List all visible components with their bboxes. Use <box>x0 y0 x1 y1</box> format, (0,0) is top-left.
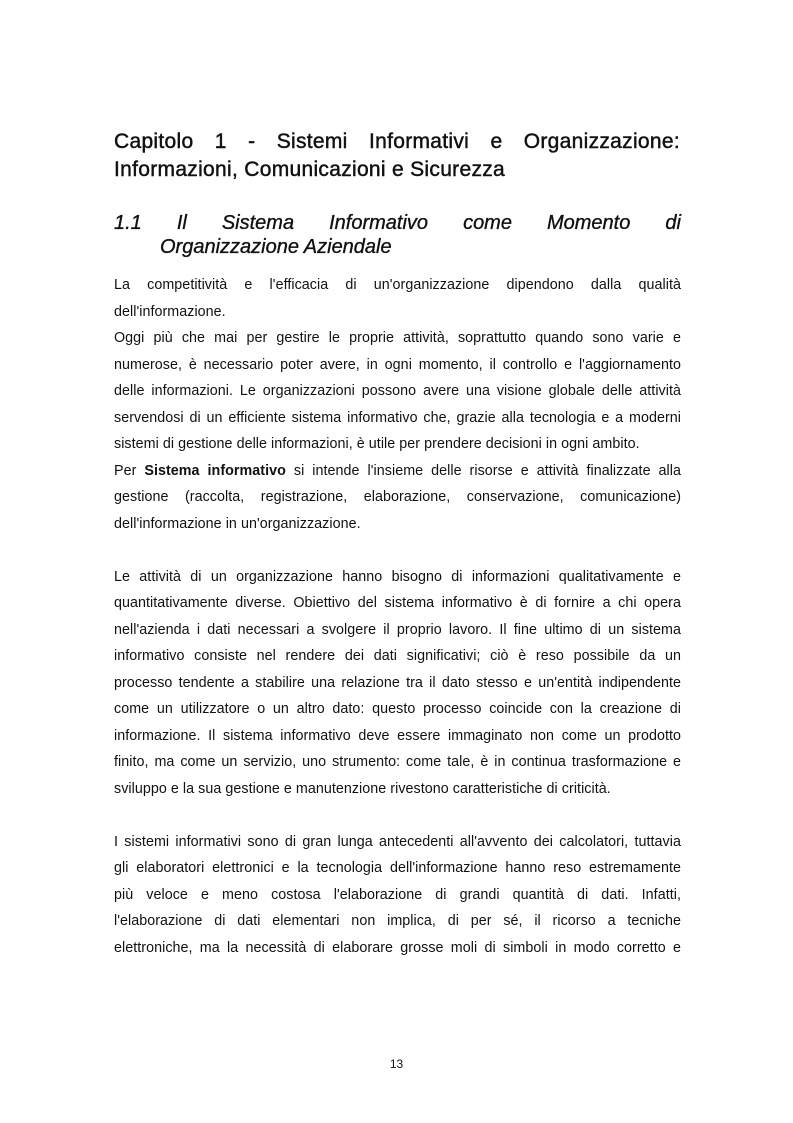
text-line: I sistemi informativi sono di gran lunga antecedenti all'avvento dei calcolatori, tuttavia <box>114 833 681 850</box>
bold-term: Sistema informativo <box>144 462 286 479</box>
section-word: Momento <box>546 212 631 234</box>
chapter-title <box>114 128 680 184</box>
text-line: La competitività e l'efficacia di un'organizzazione dipendono dalla qualità <box>114 277 681 293</box>
text-line: elettroniche, ma la necessità di elaborare grosse moli di simboli in modo corretto e <box>114 939 681 956</box>
text-line: quantitativamente diverse. Obiettivo del sistema informativo è di fornire a chi opera <box>114 595 681 611</box>
text-line: dell'informazione. <box>114 303 226 320</box>
section-word: come <box>463 212 512 234</box>
text-fragment: si intende l'insieme delle risorse e attività finalizzate alla <box>285 462 681 479</box>
text-line: numerose, è necessario poter avere, in ogni momento, il controllo e l'aggiornamento <box>114 356 681 373</box>
body-text <box>114 272 681 961</box>
text-line: nell'azienda i dati necessari a svolgere il proprio lavoro. Il fine ultimo di un sistema <box>114 621 681 638</box>
text-line: sviluppo e la sua gestione e manutenzione rivestono caratteristiche di criticità. <box>114 780 611 797</box>
section-word: Il <box>176 212 187 234</box>
text-line: dell'informazione in un'organizzazione. <box>114 515 361 532</box>
text-line: gli elaboratori elettronici e la tecnologia dell'informazione hanno reso estremamente <box>114 860 681 876</box>
section-word: Sistema <box>221 212 295 234</box>
section-word: di <box>665 212 681 234</box>
text-line: informazione. Il sistema informativo deve essere immaginato non come un prodotto <box>114 727 681 744</box>
text-line: Oggi più che mai per gestire le proprie attività, soprattutto quando sono varie e <box>114 330 681 346</box>
chapter-title-line-1: Capitolo 1 - Sistemi Informativi e Organizzazione: <box>114 130 680 153</box>
text-line-definition <box>114 458 681 485</box>
text-line: processo tendente a stabilire una relazione tra il dato stesso e un'entità indipendente <box>114 674 681 691</box>
text-line: come un utilizzatore o un altro dato: questo processo coincide con la creazione di <box>114 701 681 717</box>
text-line: gestione (raccolta, registrazione, elaborazione, conservazione, comunicazione) <box>114 489 681 505</box>
page-number: 13 <box>389 1057 404 1071</box>
text-line: informativo consiste nel rendere dei dati significativi; ciò è reso possibile da un <box>114 648 681 664</box>
text-line: Le attività di un organizzazione hanno bisogno di informazioni qualitativamente e <box>114 568 681 585</box>
section-heading <box>114 211 681 259</box>
section-heading-line-2: Organizzazione Aziendale <box>160 236 392 258</box>
section-heading-line-1 <box>114 211 681 235</box>
section-number: 1.1 <box>114 212 142 234</box>
text-line: più veloce e meno costosa l'elaborazione di grandi quantità di dati. Infatti, <box>114 886 681 903</box>
text-line: l'elaborazione di dati elementari non implica, di per sé, il ricorso a tecniche <box>114 913 681 929</box>
text-line: delle informazioni. Le organizzazioni possono avere una visione globale delle attività <box>114 383 681 399</box>
paragraph-spacer <box>114 537 681 564</box>
text-fragment: Per <box>114 462 145 479</box>
chapter-title-line-2: Informazioni, Comunicazioni e Sicurezza <box>114 158 506 181</box>
text-line: sistemi di gestione delle informazioni, è utile per prendere decisioni in ogni ambito. <box>114 436 640 452</box>
section-word: Informativo <box>329 212 429 234</box>
text-line: finito, ma come un servizio, uno strumento: come tale, è in continua trasformazione e <box>114 754 681 770</box>
text-line: servendosi di un efficiente sistema informativo che, grazie alla tecnologia e a moderni <box>114 409 681 426</box>
paragraph-spacer <box>114 802 681 829</box>
